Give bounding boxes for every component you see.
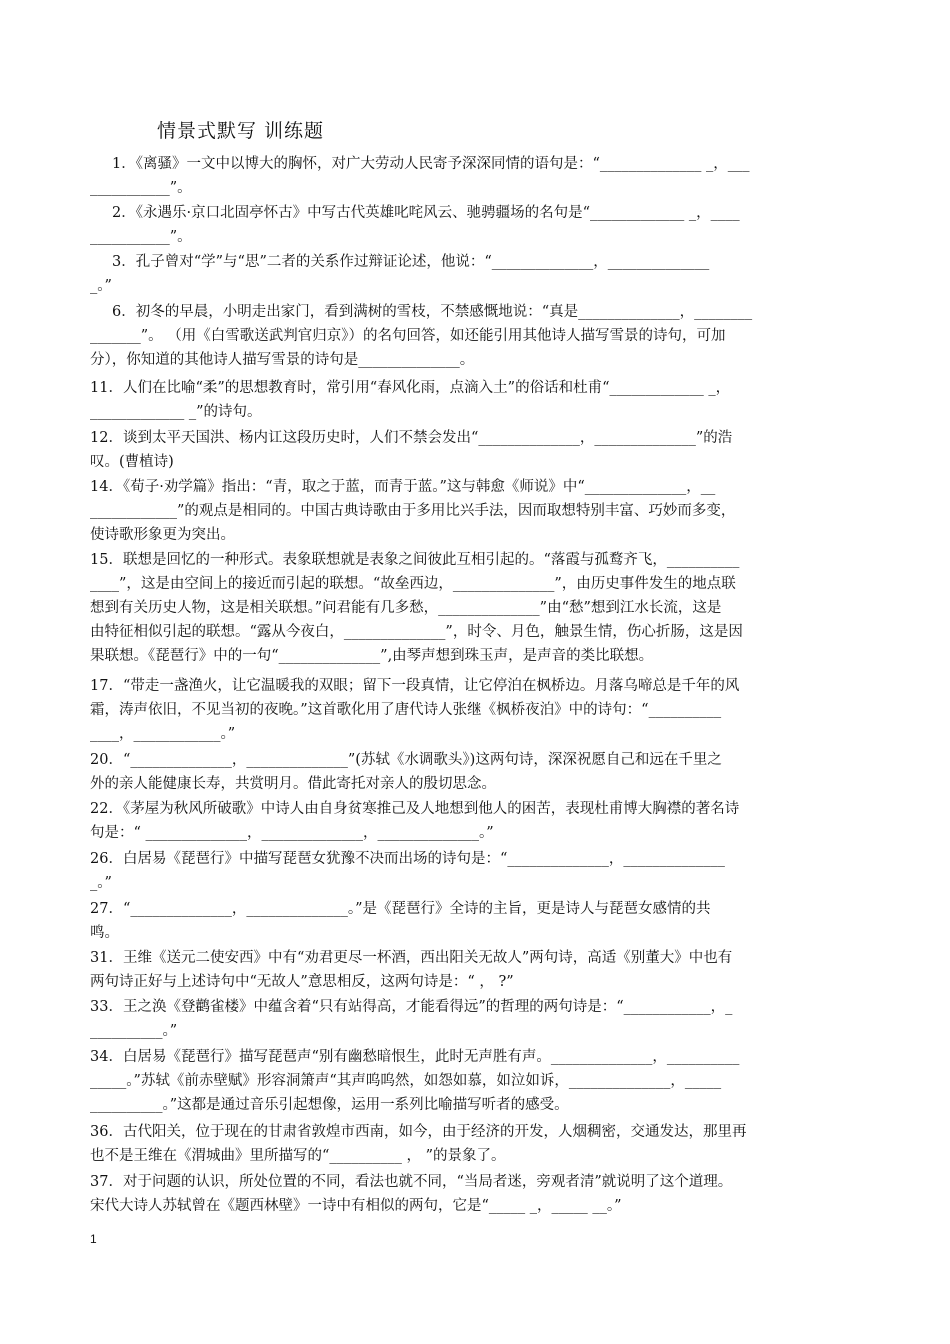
question-line: 17．“带走一盏渔火，让它温暖我的双眼；留下一段真情，让它停泊在枫桥边。月落乌啼总是千年的风 (90, 678, 740, 694)
question-line: 36．古代阳关，位于现在的甘肃省敦煌市西南，如今，由于经济的开发，人烟稠密，交通发达，那里再 (90, 1124, 747, 1140)
question-item (90, 847, 725, 895)
question-line: 37．对于问题的认识，所处位置的不同，看法也就不同，“当局者迷，旁观者清”就说明了这个道理。 (90, 1174, 733, 1190)
question-item (90, 995, 732, 1043)
question-line: 33．王之涣《登鹳雀楼》中蕴含着“只有站得高，才能看得远”的哲理的两句诗是：“____________，_ (90, 999, 733, 1015)
question-item (90, 897, 711, 945)
question-line: _______”。 （用《白雪歌送武判官归京》）的名句回答，如还能引用其他诗人描写雪景的诗句，可加 (90, 328, 726, 344)
question-item (90, 201, 740, 249)
question-line: 26．白居易《琵琶行》中描写琵琶女犹豫不决而出场的诗句是：“______________，______________ (90, 851, 725, 867)
question-line: 鸣。 (90, 925, 119, 941)
question-line: ____________”的观点是相同的。中国古典诗歌由于多用比兴手法，因而取想特别丰富、巧妙而多变， (90, 503, 736, 519)
question-line: 由特征相似引起的联想。“露从今夜白，______________”，时令、月色，触景生情，伤心折肠，这是因 (90, 624, 743, 640)
question-item (90, 250, 710, 298)
question-line: ___________”。 (90, 229, 192, 245)
question-item (90, 1045, 739, 1117)
question-line: 6．初冬的早晨，小明走出家门，看到满树的雪枝，不禁感慨地说：“真是______________，________ (112, 304, 753, 320)
question-line: _。” (90, 278, 112, 294)
question-line: 果联想。《琵琶行》中的一句“______________”,由琴声想到珠玉声，是声音的类比联想。 (90, 648, 654, 664)
question-line: 也不是王维在《渭城曲》里所描写的“__________ ， ”的景象了。 (90, 1148, 506, 1164)
question-line: 句是：“ ______________，______________，______________。” (90, 825, 494, 841)
question-line: 27．“______________，______________。”是《琵琶行》全诗的主旨，更是诗人与琵琶女感情的共 (90, 901, 711, 917)
question-line: 1．《离骚》一文中以博大的胸怀，对广大劳动人民寄予深深同情的语句是：“______________ _，___ (112, 156, 750, 172)
question-line: __________。”这都是通过音乐引起想像，运用一系列比喻描写听者的感受。 (90, 1097, 569, 1113)
question-item (90, 1120, 746, 1168)
question-item (90, 748, 722, 796)
question-line: 想到有关历史人物，这是相关联想。”问君能有几多愁，______________”由“愁”想到江水长流，这是 (90, 600, 722, 616)
question-line: 14．《荀子·劝学篇》指出：“青，取之于蓝，而青于蓝。”这与韩愈《师说》中“______________，__ (90, 479, 716, 495)
question-item (90, 475, 735, 547)
question-line: 霜，涛声依旧，不见当初的夜晚。”这首歌化用了唐代诗人张继《枫桥夜泊》中的诗句：“__________ (90, 702, 722, 718)
question-line: 两句诗正好与上述诗句中“无故人”意思相反，这两句诗是：“ ， ?” (90, 974, 514, 990)
question-item (90, 548, 743, 668)
question-line: 外的亲人能健康长寿，共赏明月。借此寄托对亲人的殷切思念。 (90, 776, 496, 792)
question-line: 3．孔子曾对“学”与“思”二者的关系作过辩证论述，他说：“______________，______________ (112, 254, 710, 270)
question-line: 2．《永遇乐·京口北固亭怀古》中写古代英雄叱咤风云、驰骋疆场的名句是“_____________ _，____ (112, 205, 740, 221)
question-line: 使诗歌形象更为突出。 (90, 527, 235, 543)
question-line: ___________”。 (90, 180, 192, 196)
question-item (90, 946, 732, 994)
question-item (90, 797, 739, 845)
question-line: ____，____________。” (90, 726, 236, 742)
question-item (90, 674, 739, 746)
question-line: 31．王维《送元二使安西》中有“劝君更尽一杯酒，西出阳关无故人”两句诗，高适《别董大》中也有 (90, 950, 733, 966)
question-line: __________。” (90, 1023, 178, 1039)
question-item (90, 300, 753, 372)
question-line: _____________ _”的诗句。 (90, 404, 262, 420)
question-line: 20．“______________，______________”(苏轼《水调歌头》)这两句诗，深深祝愿自己和远在千里之 (90, 752, 722, 768)
page-title: 情景式默写 训练题 (157, 120, 325, 142)
question-line: ____”，这是由空间上的接近而引起的联想。“故垒西边，______________”，由历史事件发生的地点联 (90, 576, 736, 592)
question-item (90, 426, 732, 474)
question-line: 15．联想是回忆的一种形式。表象联想就是表象之间彼此互相引起的。“落霞与孤鹜齐飞，__________ (90, 552, 740, 568)
question-item (90, 1170, 732, 1218)
question-line: _。” (90, 875, 112, 891)
question-line: 34．白居易《琵琶行》描写琵琶声“别有幽愁暗恨生，此时无声胜有声。______________，__________ (90, 1049, 740, 1065)
question-line: 叹。(曹植诗) (90, 454, 174, 470)
page-number: 1 (90, 1232, 97, 1246)
question-line: _____。”苏轼《前赤壁赋》形容洞箫声“其声呜呜然，如怨如慕，如泣如诉，______________，_____ (90, 1073, 722, 1089)
question-line: 11．人们在比喻“柔”的思想教育时，常引用“春风化雨，点滴入土”的俗话和杜甫“_____________ _， (90, 380, 731, 396)
question-line: 22．《茅屋为秋风所破歌》中诗人由自身贫寒推己及人地想到他人的困苦，表现杜甫博大胸襟的著名诗 (90, 801, 740, 817)
question-line: 12．谈到太平天国洪、杨内讧这段历史时，人们不禁会发出“______________，______________”的浩 (90, 430, 733, 446)
question-item (90, 376, 730, 424)
question-line: 宋代大诗人苏轼曾在《题西林壁》一诗中有相似的两句，它是“_____ _，_____ __。” (90, 1198, 622, 1214)
question-line: 分），你知道的其他诗人描写雪景的诗句是______________。 (90, 352, 475, 368)
question-item (90, 152, 750, 200)
